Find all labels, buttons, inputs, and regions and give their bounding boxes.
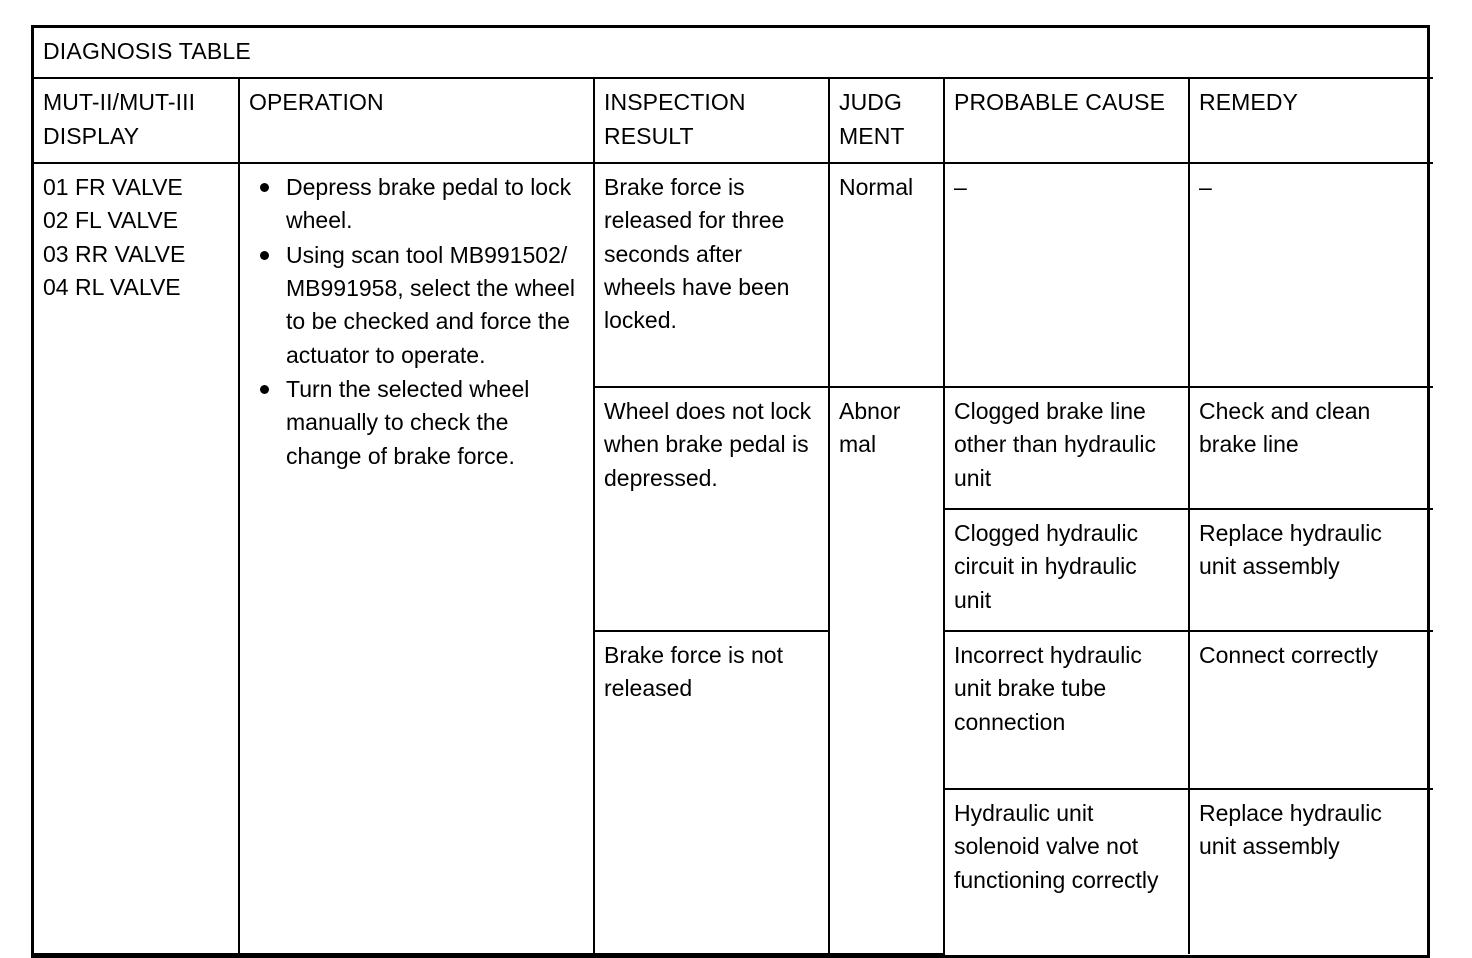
diagnosis-table-container: [31, 25, 1430, 958]
list-item: 03 RR VALVE: [43, 240, 186, 267]
probable-cause-cell: Clogged hydraulic circuit in hydraulic unit: [944, 509, 1189, 631]
list-item: 04 RL VALVE: [43, 274, 181, 301]
inspection-result-cell: Brake force is not released: [594, 631, 829, 954]
column-header-operation: OPERATION: [239, 78, 594, 163]
diagnosis-table: [34, 28, 1433, 955]
display-codes-cell: [34, 163, 239, 954]
list-item: 01 FR VALVE: [43, 174, 183, 201]
remedy-cell: Check and clean brake line: [1189, 387, 1433, 509]
probable-cause-cell: Incorrect hydraulic unit brake tube connection: [944, 631, 1189, 789]
page-title: DIAGNOSIS TABLE: [34, 28, 1433, 78]
operation-steps-list: [249, 171, 584, 473]
probable-cause-cell: Hydraulic unit solenoid valve not functioning correctly: [944, 789, 1189, 954]
column-header-inspection-result: INSPECTION RESULT: [594, 78, 829, 163]
probable-cause-cell: –: [944, 163, 1189, 387]
table-header-row: [34, 78, 1433, 163]
remedy-cell: –: [1189, 163, 1433, 387]
list-item: Depress brake pedal to lock wheel.: [255, 171, 584, 238]
inspection-result-cell: Wheel does not lock when brake pedal is depressed.: [594, 387, 829, 631]
remedy-cell: Connect correctly: [1189, 631, 1433, 789]
list-item: Turn the selected wheel manually to check the change of brake force.: [255, 373, 584, 473]
probable-cause-cell: Clogged brake line other than hydraulic unit: [944, 387, 1189, 509]
display-codes-list: [43, 171, 229, 304]
column-header-judgment: JUDG MENT: [829, 78, 944, 163]
judgment-cell: Normal: [829, 163, 944, 387]
list-item: Using scan tool MB991502/ MB991958, select the wheel to be checked and force the actuator to operate.: [255, 239, 584, 372]
list-item: 02 FL VALVE: [43, 207, 179, 234]
remedy-cell: Replace hydraulic unit assembly: [1189, 789, 1433, 954]
column-header-display: MUT-II/MUT-III DISPLAY: [34, 78, 239, 163]
column-header-remedy: REMEDY: [1189, 78, 1433, 163]
operation-cell: [239, 163, 594, 954]
column-header-probable-cause: PROBABLE CAUSE: [944, 78, 1189, 163]
table-row: [34, 163, 1433, 387]
remedy-cell: Replace hydraulic unit assembly: [1189, 509, 1433, 631]
table-title-row: [34, 28, 1433, 78]
judgment-cell: Abnor mal: [829, 387, 944, 954]
inspection-result-cell: Brake force is released for three seconds after wheels have been locked.: [594, 163, 829, 387]
